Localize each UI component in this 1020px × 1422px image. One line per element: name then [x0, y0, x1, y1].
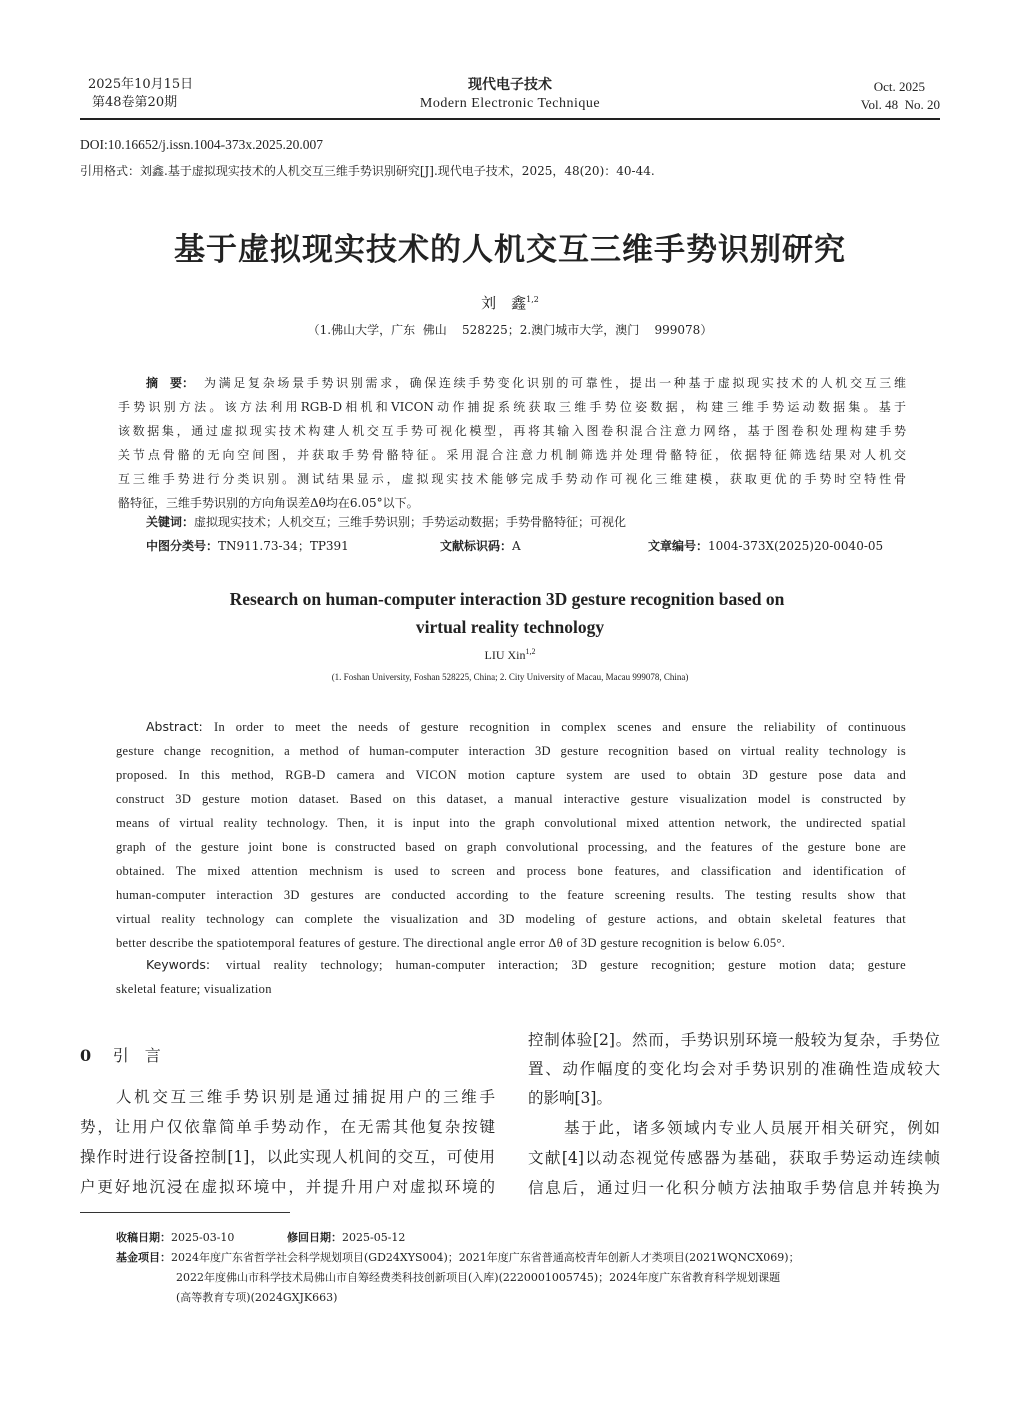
affiliation-en: (1. Foshan University, Foshan 528225, China; 2. City University of Macau, Macau 999078, China)	[331, 672, 689, 682]
abstract-en-label: Abstract:	[146, 719, 203, 734]
fund-line: (高等教育专项)(2024GXJK663)	[176, 1291, 338, 1304]
abstract-cn-line: 手势识别方法。该方法利用RGB-D相机和VICON动作捕捉系统获取三维手势位姿数据，构建三维手势运动数据集。基于	[118, 400, 906, 414]
citation: 引用格式：刘鑫.基于虚拟现实技术的人机交互三维手势识别研究[J].现代电子技术，2025，48(20)：40-44.	[80, 164, 655, 178]
document-code-label: 文献标识码：	[440, 539, 513, 553]
affiliation-cn: （1.佛山大学，广东 佛山 528225；2.澳门城市大学，澳门 999078）	[307, 323, 713, 337]
article-number	[648, 537, 883, 554]
body-text-line: 控制体验[2]。然而，手势识别环境一般较为复杂，手势位	[528, 1031, 940, 1049]
abstract-en-line: better describe the spatiotemporal features of gesture. The directional angle error Δθ of 3D gesture recognition is below 6.05°.	[116, 936, 786, 950]
keywords-cn-label: 关键词：	[146, 515, 195, 529]
author-cn-name: 刘 鑫	[481, 294, 527, 312]
paper-title-en-line-1: Research on human-computer interaction 3D gesture recognition based on	[229, 589, 785, 609]
author-en-name: LIU Xin	[484, 648, 526, 662]
revised-date	[287, 1228, 405, 1248]
clc-value: TN911.73-34；TP391	[218, 539, 349, 553]
section-number: 0	[80, 1046, 92, 1065]
section-heading	[80, 1043, 161, 1066]
abstract-en-line: virtual reality technology can complete the visualization and 3D modeling of gesture actions, and obtain skeletal features that	[116, 912, 906, 926]
author-cn-affiliation-marks: 1,2	[526, 295, 539, 304]
abstract-en-line: means of virtual reality technology. Then, it is input into the graph convolutional mixed attention network, the undirected spatial	[116, 816, 906, 830]
body-text-line: 文献[4]以动态视觉传感器为基础，获取手势运动连续帧	[528, 1149, 940, 1167]
keywords-en-label: Keywords:	[146, 957, 211, 972]
body-text-line: 信息后，通过归一化积分帧方法抽取手势信息并转换为	[528, 1179, 940, 1197]
abstract-en-line: proposed. In this method, RGB-D camera and VICON motion capture system are used to obtain 3D gesture pose data and	[116, 768, 906, 782]
issue-number-en: Vol. 48 No. 20	[860, 97, 940, 112]
article-number-value: 1004-373X(2025)20-0040-05	[708, 539, 884, 553]
abstract-cn-line: 该数据集，通过虚拟现实技术构建人机交互手势可视化模型，再将其输入图卷积混合注意力网络，基于图卷积处理构建手势	[118, 424, 906, 438]
abstract-en-line: In order to meet the needs of gesture recognition in complex scenes and ensure the reliability of continuous	[214, 720, 906, 734]
fund-info	[116, 1248, 800, 1268]
author-cn	[0, 292, 1020, 313]
paper-title-en-line-2: virtual reality technology	[415, 617, 605, 637]
journal-name-cn: 现代电子技术	[468, 77, 552, 93]
abstract-cn-line: 为满足复杂场景手势识别需求，确保连续手势变化识别的可靠性，提出一种基于虚拟现实技术的人机交互三维	[204, 376, 906, 390]
revised-label: 修回日期：	[287, 1231, 342, 1244]
fund-line: 2022年度佛山市科学技术局佛山市自筹经费类科技创新项目(入库)(2220001005745)；2024年度广东省教育科学规划课题	[176, 1271, 781, 1284]
issue-date-cn: 2025年10月15日	[88, 77, 194, 92]
received-date	[116, 1228, 234, 1248]
abstract-cn-label: 摘 要：	[146, 376, 195, 390]
fund-line: 2024年度广东省哲学社会科学规划项目(GD24XYS004)；2021年度广东省普通高校青年创新人才类项目(2021WQNCX069)；	[171, 1251, 800, 1264]
abstract-en-line: human-computer interaction 3D gestures are conducted according to the feature screening results. The testing results show that	[116, 888, 906, 902]
body-text-line: 势，让用户仅依靠简单手势动作，在无需其他复杂按键	[80, 1118, 495, 1136]
abstract-en-line: obtained. The mixed attention mechnism is used to screen and process bone features, and classification and identification of	[116, 864, 906, 878]
received-value: 2025-03-10	[171, 1231, 235, 1244]
issue-number-cn: 第48卷第20期	[92, 95, 178, 110]
doi: DOI:10.16652/j.issn.1004-373x.2025.20.007	[80, 137, 323, 152]
received-label: 收稿日期：	[116, 1231, 171, 1244]
author-en	[0, 647, 1020, 663]
keywords-cn	[146, 513, 626, 530]
journal-name-en: Modern Electronic Technique	[419, 96, 601, 111]
abstract-en-line: gesture change recognition, a method of human-computer interaction 3D gesture recognition based on virtual reality technology is	[116, 744, 906, 758]
body-text-line: 操作时进行设备控制[1]，以此实现人机间的交互，可使用	[80, 1148, 495, 1166]
document-code-value: A	[512, 539, 521, 553]
author-en-affiliation-marks: 1,2	[525, 647, 536, 656]
abstract-en-line: construct 3D gesture motion dataset. Based on this dataset, a manual interactive gesture visualization model is constructed by	[116, 792, 906, 806]
abstract-cn-line: 互三维手势进行分类识别。测试结果显示，虚拟现实技术能够完成手势动作可视化三维建模，获取更优的手势时空特性骨	[118, 472, 906, 486]
body-text-line: 的影响[3]。	[528, 1089, 612, 1107]
abstract-cn-line: 关节点骨骼的无向空间图，并获取手势骨骼特征。采用混合注意力机制筛选并处理骨骼特征，依据特征筛选结果对人机交	[118, 448, 906, 462]
clc-label: 中图分类号：	[146, 539, 219, 553]
revised-value: 2025-05-12	[342, 1231, 406, 1244]
fund-label: 基金项目：	[116, 1251, 171, 1264]
body-text-line: 人机交互三维手势识别是通过捕捉用户的三维手	[116, 1088, 495, 1106]
issue-date-en: Oct. 2025	[873, 79, 925, 94]
body-text-line: 基于此，诸多领域内专业人员展开相关研究，例如	[564, 1119, 940, 1137]
section-title: 引 言	[112, 1046, 161, 1065]
body-text-line: 户更好地沉浸在虚拟环境中，并提升用户对虚拟环境的	[80, 1178, 495, 1196]
keywords-en-line: skeletal feature; visualization	[116, 982, 272, 996]
abstract-en-line: graph of the gesture joint bone is constructed based on graph convolutional processing, and the features of the gesture bone are	[116, 840, 906, 854]
article-number-label: 文章编号：	[648, 539, 709, 553]
keywords-en-line: virtual reality technology; human-computer interaction; 3D gesture recognition; gesture motion data; gesture	[226, 958, 906, 972]
document-code	[440, 537, 521, 554]
keywords-cn-text: 虚拟现实技术；人机交互；三维手势识别；手势运动数据；手势骨骼特征；可视化	[194, 515, 627, 529]
abstract-cn-line: 骼特征，三维手势识别的方向角误差Δθ均在6.05°以下。	[118, 496, 419, 510]
clc-number	[146, 537, 349, 554]
body-text-line: 置、动作幅度的变化均会对手势识别的准确性造成较大	[528, 1060, 940, 1078]
paper-title-cn: 基于虚拟现实技术的人机交互三维手势识别研究	[174, 232, 846, 268]
footnote-rule	[80, 1212, 290, 1213]
header-rule	[80, 118, 940, 120]
